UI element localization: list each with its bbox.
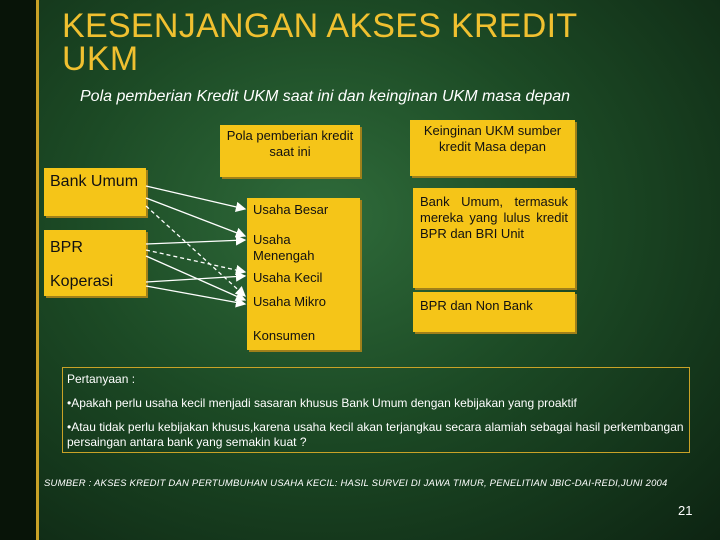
middle-row-konsumen: Konsumen [247,322,360,350]
right-header-box: Keinginan UKM sumber kredit Masa depan [410,120,575,176]
source-citation: SUMBER : AKSES KREDIT DAN PERTUMBUHAN USAHA KECIL: HASIL SURVEI DI JAWA TIMUR, PENELITIAN JBIC-DAI-REDI,JUNI 2004 [44,478,668,489]
slide-subtitle: Pola pemberian Kredit UKM saat ini dan keinginan UKM masa depan [80,88,571,105]
arrow-bank-to-menengah [146,198,245,236]
arrow-kop-to-mikro [146,286,245,304]
question-2: •Atau tidak perlu kebijakan khusus,karena usaha kecil akan terjangkau secara alamiah sebagai hasil perkembangan persaingan antara bank yang semakin kuat ? [67,420,684,449]
arrow-bank-to-besar [146,186,245,209]
questions-box [62,367,690,453]
source-koperasi-label: Koperasi [50,273,114,290]
middle-row-usaha-besar: Usaha Besar [253,202,329,217]
arrow-bank-to-mikro [146,206,245,296]
right-row-bpr-non-bank: BPR dan Non Bank [413,292,575,332]
right-row-bank-umum: Bank Umum, termasuk mereka yang lulus kredit BPR dan BRI Unit [413,188,575,288]
slide-title: KESENJANGAN AKSES KREDIT UKM [62,7,577,78]
middle-row-usaha-mikro: Usaha Mikro [253,294,326,309]
question-1: •Apakah perlu usaha kecil menjadi sasaran khusus Bank Umum dengan kebijakan yang proaktif [67,396,577,410]
source-bank-umum: Bank Umum [44,168,146,216]
arrow-bpr-to-menengah [146,240,245,244]
middle-header-box: Pola pemberian kredit saat ini [220,125,360,177]
arrow-kop-to-kecil [146,276,245,282]
arrow-bpr-to-mikro [146,256,245,300]
middle-row-usaha-kecil: Usaha Kecil [253,270,323,285]
source-bpr-label: BPR [50,239,83,256]
middle-row-usaha-menengah: Usaha Menengah [253,232,315,263]
page-number: 21 [678,503,693,518]
questions-label: Pertanyaan : [67,372,136,386]
arrow-bpr-to-kecil [146,250,245,272]
